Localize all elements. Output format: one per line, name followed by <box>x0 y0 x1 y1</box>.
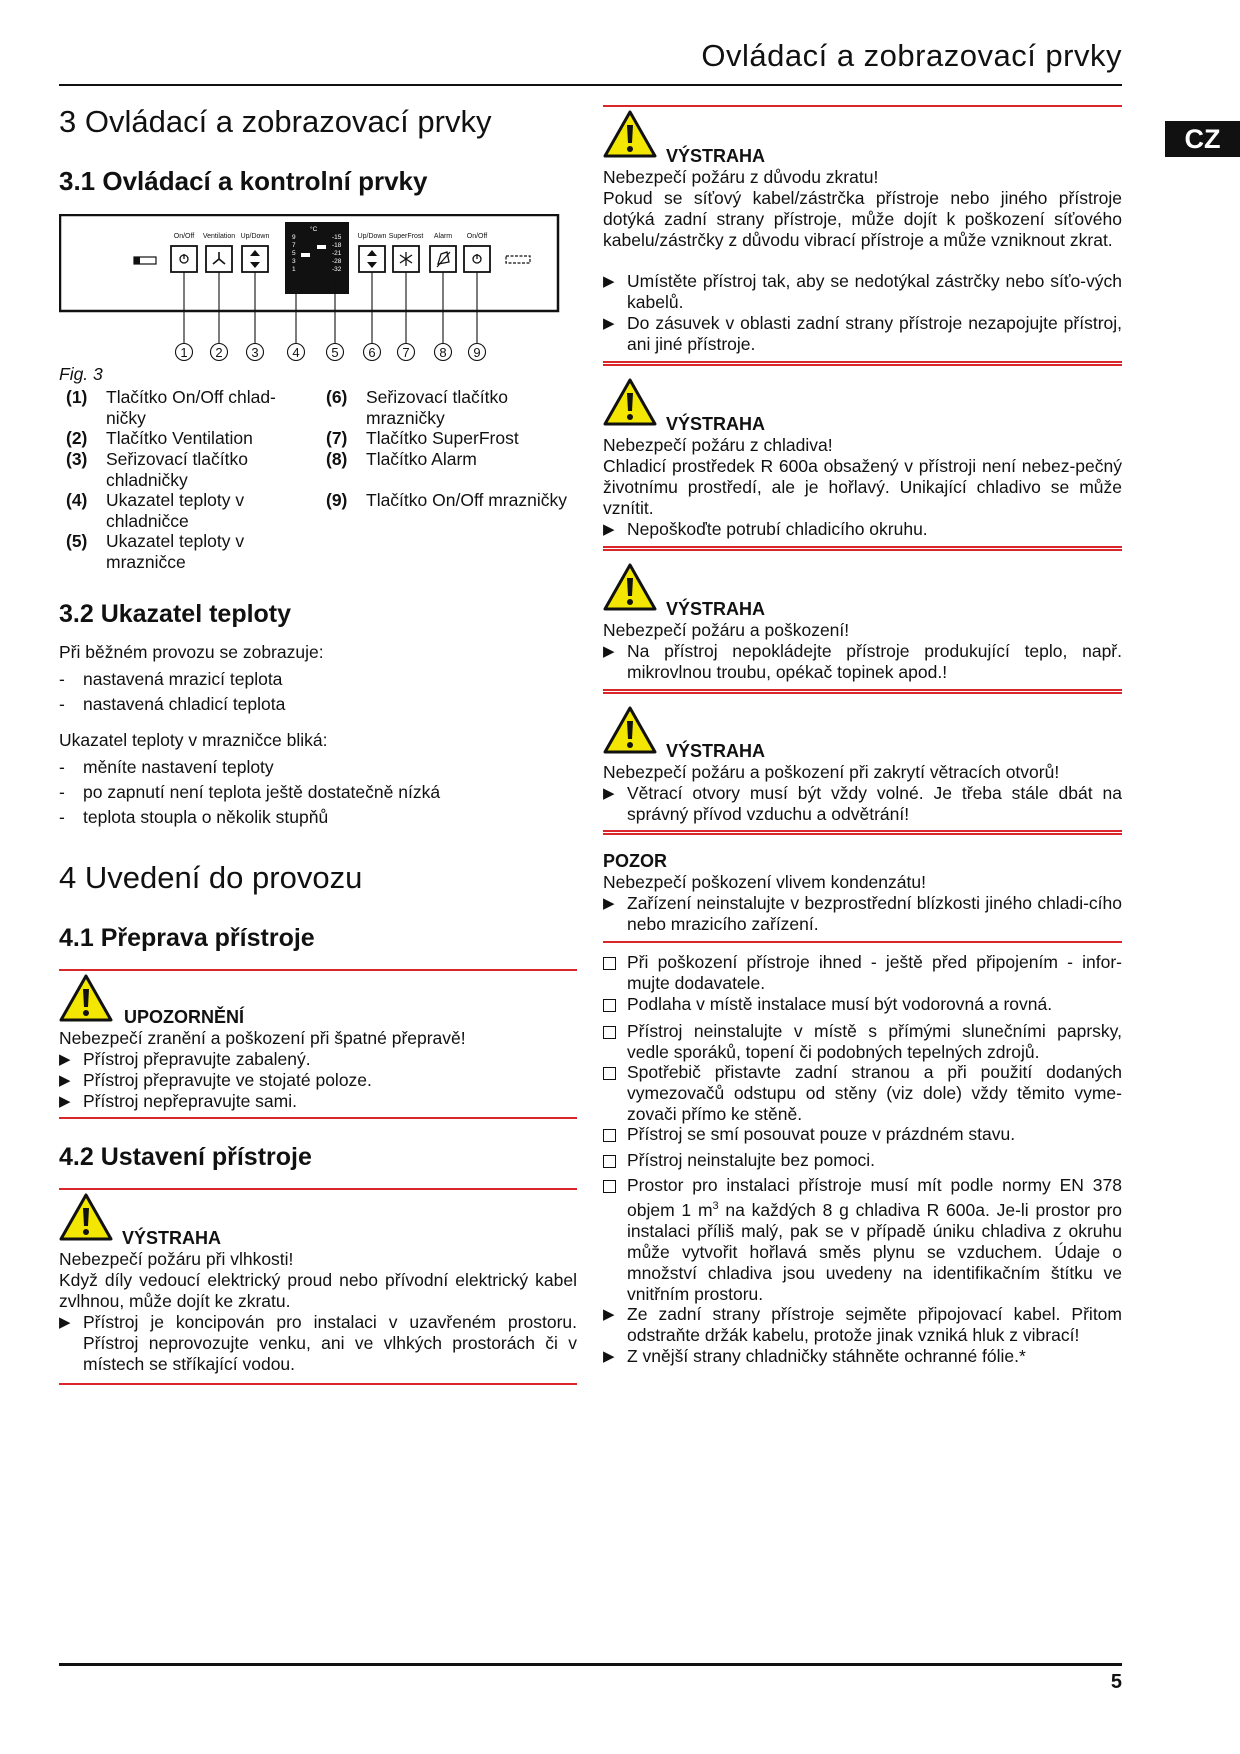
w3-bottom-rule <box>603 689 1122 694</box>
footer-rule <box>59 1663 1122 1666</box>
warn42-bottom-rule <box>59 1383 577 1385</box>
temp-display-intro: Při běžném provozu se zobrazuje: <box>59 642 324 662</box>
warning-triangle-icon <box>59 1192 113 1242</box>
w3-label: VÝSTRAHA <box>666 599 766 619</box>
w1-text: Pokud se síťový kabel/zástrčka přístroje nebo jiného přístroje dotýká zadní strany přístroje, může dojít k poškození síťového kabelu/zástrčky z důvodu vibrací přístroje a může vzniknout zkrat. <box>603 188 1122 250</box>
label-onoff-right: On/Off <box>466 233 488 240</box>
checklist-item: Přístroj neinstalujte bez pomoci. <box>603 1150 1122 1171</box>
warn42-top-rule <box>59 1188 577 1190</box>
svg-text:3: 3 <box>292 258 296 265</box>
control-panel-figure <box>59 214 569 364</box>
bullet-item: ▶ Z vnější strany chladničky stáhněte ochranné fólie.* <box>603 1346 1026 1366</box>
fridge-updown-button <box>242 246 268 272</box>
checklist-item: Prostor pro instalaci přístroje musí mít podle normy EN 378 objem 1 $m^3$ na každých 8 g chladiva R 600a. Je-li prostor pro instalaci příliš malý, pak se v případě úniku chladiva z okruhu může vytvořit hořlavá směs plynu se vzduchem. Údaje o množství chladiva jsou uvedeny na identifikačním štítku ve vnitřním prostoru. <box>603 1175 1122 1305</box>
section-3-2-heading: 3.2 Ukazatel teploty <box>59 600 292 628</box>
callout-3: 3 <box>251 345 259 360</box>
pozor-label: POZOR <box>603 851 668 871</box>
caution-top-rule <box>59 969 577 971</box>
language-tab: CZ <box>1165 121 1240 157</box>
callout-1: 1 <box>180 345 188 360</box>
warn42-bullet: ▶ Přístroj je koncipován pro instalaci v uzavřeném prostoru. Přístroj neprovozujte venku, ani ve vlhkých prostorách či v místech se stříkající vodou. <box>59 1312 577 1374</box>
label-superfrost: SuperFrost <box>388 233 424 240</box>
freezer-updown-button <box>359 246 385 272</box>
w3-title: Nebezpečí požáru a poškození! <box>603 620 850 640</box>
w2-label: VÝSTRAHA <box>666 414 766 434</box>
warning-triangle-icon <box>603 109 657 159</box>
warning-triangle-icon <box>603 562 657 612</box>
checklist-item: Přístroj neinstalujte v místě s přímými slunečními paprsky, vedle sporáků, topení či podobných tepelných zdrojů. <box>603 1021 1122 1063</box>
w2-text: Chladicí prostředek R 600a obsažený v přístroji není nebez-pečný životnímu prostředí, ale je hořlavý. Unikající chladivo se může vznítit. <box>603 456 1122 518</box>
label-updown-left: Up/Down <box>240 233 270 240</box>
w1-top-rule <box>603 105 1122 107</box>
bullet-item: ▶ Přístroj nepřepravujte sami. <box>59 1091 297 1111</box>
warn42-title: Nebezpečí požáru při vlhkosti! <box>59 1249 294 1269</box>
w4-label: VÝSTRAHA <box>666 741 766 761</box>
page-number: 5 <box>1110 1671 1122 1693</box>
temp-display-blink-intro: Ukazatel teploty v mrazničce bliká: <box>59 730 328 750</box>
svg-text:5: 5 <box>292 250 296 257</box>
warning-triangle-icon <box>603 377 657 427</box>
label-updown-right: Up/Down <box>357 233 387 240</box>
svg-text:-32: -32 <box>332 266 342 273</box>
w1-bottom-rule <box>603 361 1122 366</box>
caution-bottom-rule <box>59 1117 577 1119</box>
svg-text:7: 7 <box>292 242 296 249</box>
bullet-item: ▶ Ze zadní strany přístroje sejměte připojovací kabel. Přitom odstraňte držák kabelu, protože jinak vzniká hluk z vibrací! <box>603 1304 1122 1345</box>
figure-caption: Fig. 3 <box>59 364 103 384</box>
bullet-item: ▶ Zařízení neinstalujte v bezprostřední blízkosti jiného chladi-cího nebo mrazicího zařízení. <box>603 893 1122 934</box>
display-freezer-scale: -15 <box>332 234 342 241</box>
label-alarm: Alarm <box>433 233 453 240</box>
bullet-item: ▶ Nepoškoďte potrubí chladicího okruhu. <box>603 519 928 539</box>
display-fridge-bar <box>301 253 310 257</box>
panel-right-indicator <box>506 256 530 263</box>
svg-text:1: 1 <box>292 266 296 273</box>
svg-text:-18: -18 <box>332 242 342 249</box>
svg-text:-21: -21 <box>332 250 342 257</box>
warn42-text: Když díly vedoucí elektrický proud nebo přívodní elektrický kabel zvlhnou, může dojít ke zkratu. <box>59 1270 577 1311</box>
bullet-item: ▶ Do zásuvek v oblasti zadní strany přístroje nezapojujte přístroj, ani jiné přístroje. <box>603 313 1122 354</box>
checklist-item: Přístroj se smí posouvat pouze v prázdném stavu. <box>603 1124 1122 1145</box>
section-3-1-heading: 3.1 Ovládací a kontrolní prvky <box>59 166 428 196</box>
bullet-item: ▶ Umístěte přístroj tak, aby se nedotýkal zástrčky nebo síťo-vých kabelů. <box>603 271 1122 312</box>
checklist-item: Při poškození přístroje ihned - ještě před připojením - infor-mujte dodavatele. <box>603 952 1122 994</box>
display-freezer-bar <box>317 245 326 249</box>
pozor-bottom-rule <box>603 941 1122 943</box>
label-onoff-left: On/Off <box>173 233 195 240</box>
bullet-item: ▶ Větrací otvory musí být vždy volné. Je třeba stále dbát na správný přívod vzduchu a odvětrání! <box>603 783 1122 824</box>
bullet-item: ▶ Přístroj přepravujte ve stojaté poloze. <box>59 1070 372 1090</box>
callout-8: 8 <box>439 345 447 360</box>
warn42-label: VÝSTRAHA <box>122 1228 222 1248</box>
display-unit: °C <box>310 226 318 233</box>
section-4-heading: 4 Uvedení do provozu <box>59 860 363 895</box>
caution-text: Nebezpečí zranění a poškození při špatné přepravě! <box>59 1028 466 1048</box>
w1-label: VÝSTRAHA <box>666 146 766 166</box>
checklist-item: Spotřebič přistavte zadní stranou a při použití dodaných vymezovačů odstupu od stěny (viz dole) vždy těmito vyme-zovači přímo ke stěně. <box>603 1062 1122 1125</box>
checklist-item: Podlaha v místě instalace musí být vodorovná a rovná. <box>603 994 1122 1015</box>
display-fridge-scale: 9 <box>292 234 296 241</box>
bullet-item: ▶ Přístroj přepravujte zabalený. <box>59 1049 311 1069</box>
caution-label: UPOZORNĚNÍ <box>124 1007 245 1027</box>
warning-triangle-icon <box>603 705 657 755</box>
callout-2: 2 <box>215 345 223 360</box>
label-ventilation: Ventilation <box>202 233 236 240</box>
header-rule <box>59 84 1122 86</box>
callout-6: 6 <box>368 345 376 360</box>
section-4-1-heading: 4.1 Přeprava přístroje <box>59 924 315 952</box>
w4-title: Nebezpečí požáru a poškození při zakrytí větracích otvorů! <box>603 762 1060 782</box>
w2-title: Nebezpečí požáru z chladiva! <box>603 435 833 455</box>
pozor-title: Nebezpečí poškození vlivem kondenzátu! <box>603 872 926 892</box>
svg-text:-28: -28 <box>332 258 342 265</box>
w2-bottom-rule <box>603 546 1122 551</box>
warning-triangle-icon <box>59 973 113 1023</box>
section-4-2-heading: 4.2 Ustavení přístroje <box>59 1143 312 1171</box>
callout-5: 5 <box>331 345 339 360</box>
alarm-button <box>430 246 456 272</box>
bullet-item: ▶ Na přístroj nepokládejte přístroje produkující teplo, např. mikrovlnou troubu, opékač topinek apod.! <box>603 641 1122 682</box>
section-3-heading: 3 Ovládací a zobrazovací prvky <box>59 104 492 139</box>
callout-9: 9 <box>473 345 481 360</box>
w4-bottom-rule <box>603 830 1122 835</box>
page-header-title: Ovládací a zobrazovací prvky <box>701 38 1122 73</box>
w1-title: Nebezpečí požáru z důvodu zkratu! <box>603 167 879 187</box>
callout-4: 4 <box>292 345 300 360</box>
callout-7: 7 <box>402 345 410 360</box>
